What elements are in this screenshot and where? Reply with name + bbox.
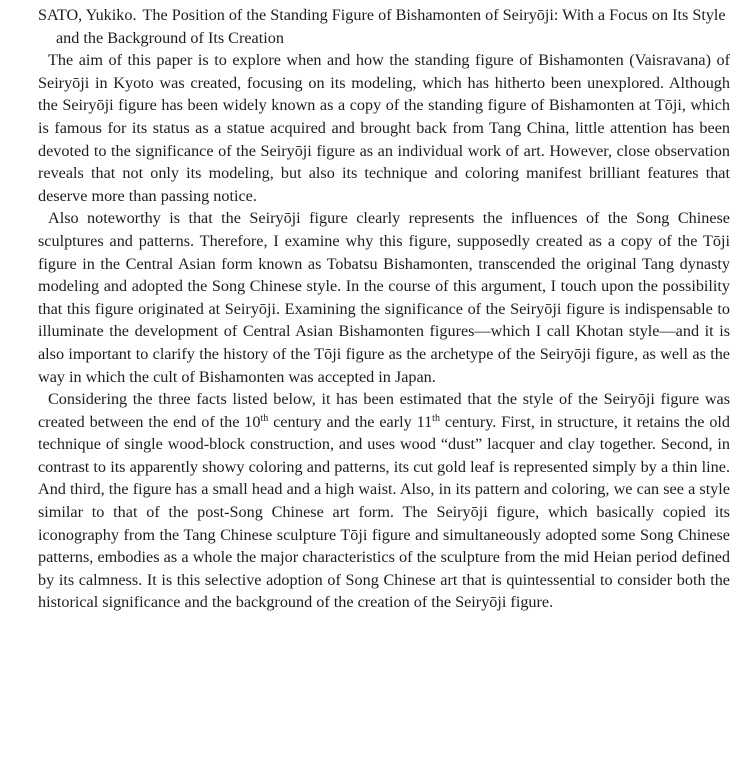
author-name: SATO, Yukiko. bbox=[38, 6, 137, 24]
abstract-paragraph-3 bbox=[38, 388, 730, 614]
article-title: The Position of the Standing Figure of Bishamonten of Seiryōji: With a Focus on Its Style and the Background of Its Creation bbox=[56, 6, 726, 47]
paragraph-3-text-a: Considering the three facts listed below, it has been estimated that the style of the Seiryōji figure was created between the end of the 10 bbox=[38, 390, 730, 431]
abstract-paragraph-2: Also noteworthy is that the Seiryōji figure clearly represents the influences of the Song Chinese sculptures and patterns. Therefore, I examine why this figure, supposedly created as a copy of the Tōji figure in the Central Asian form known as Tobatsu Bishamonten, transcended the original Tang dynasty modeling and adopted the Song Chinese style. In the course of this argument, I touch upon the possibility that this figure originated at Seiryōji. Examining the significance of the Seiryōji figure is indispensable to illuminate the development of Central Asian Bishamonten figures—which I call Khotan style—and it is also important to clarify the history of the Tōji figure as the archetype of the Seiryōji figure, as well as the way in which the cult of Bishamonten was accepted in Japan. bbox=[38, 209, 730, 386]
ordinal-suffix: th bbox=[432, 412, 440, 424]
ordinal-suffix: th bbox=[260, 412, 269, 424]
abstract-paragraph-1: The aim of this paper is to explore when and how the standing figure of Bishamonten (Vaisravana) of Seiryōji in Kyoto was created, focusing on its modeling, which has hitherto been unexplored. Although the Seiryōji figure has been widely known as a copy of the standing figure of Bishamonten at Tōji, which is famous for its status as a statue acquired and brought back from Tang China, little attention has been devoted to the significance of the Seiryōji figure as an individual work of art. However, close observation reveals that not only its modeling, but also its technique and coloring manifest brilliant features that deserve more than passing notice. bbox=[38, 51, 730, 205]
paragraph-3-text-b: century and the early 11 bbox=[268, 412, 433, 431]
article-heading bbox=[38, 4, 730, 49]
paragraph-3-text-c: century. First, in structure, it retains the old technique of single wood-block construction, and uses wood “dust” lacquer and clay together. Second, in contrast to its apparently showy coloring and patterns, its cut gold leaf is represented simply by a thin line. And third, the figure has a small head and a high waist. Also, in its pattern and coloring, we can see a style similar to that of the post-Song Chinese art form. The Seiryōji figure, which basically copied its iconography from the Tang Chinese sculpture Tōji figure and simultaneously adopted some Song Chinese patterns, embodies as a whole the major characteristics of the sculpture from the mid Heian period defined by its calmness. It is this selective adoption of Song Chinese art that is quintessential to consider both the historical significance and the background of the creation of the Seiryōji figure. bbox=[38, 412, 731, 612]
